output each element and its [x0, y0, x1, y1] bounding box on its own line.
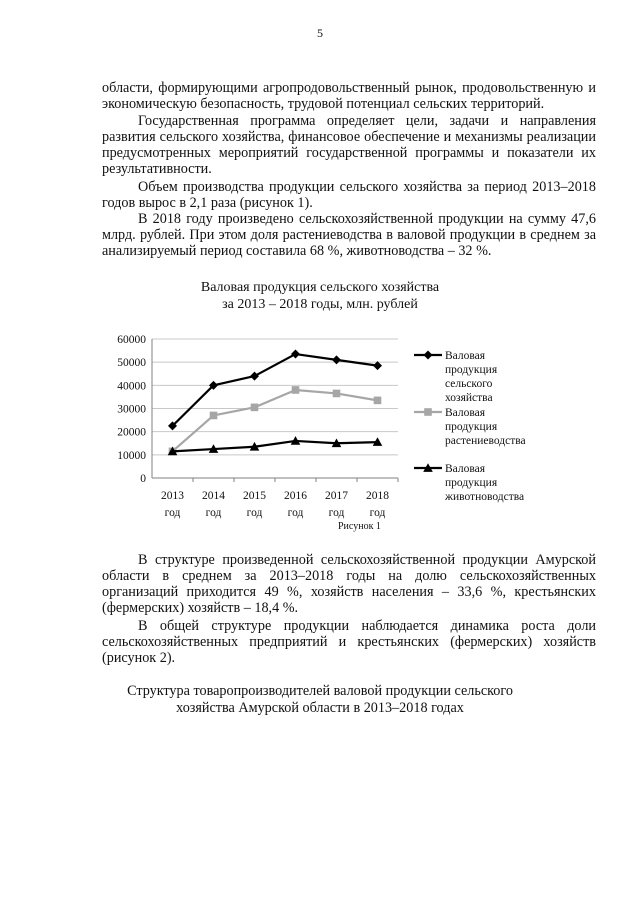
data-point — [292, 386, 300, 394]
section-title — [0, 683, 640, 717]
x-tick-label-year: 2016 — [284, 490, 307, 502]
legend-label: Валовая — [445, 350, 486, 362]
legend-label: продукция — [445, 364, 498, 376]
section-title-line2: хозяйства Амурской области в 2013–2018 годах — [176, 700, 464, 716]
data-point — [332, 355, 341, 364]
page-number: 5 — [317, 26, 323, 40]
data-point — [333, 390, 341, 398]
data-point — [210, 412, 218, 420]
legend-label: Валовая — [445, 407, 486, 419]
x-tick-label-suffix: год — [369, 507, 386, 519]
x-tick-label-year: 2013 — [161, 490, 184, 502]
x-tick-label-year: 2015 — [243, 490, 266, 502]
chart-title-line1: Валовая продукция сельского хозяйства — [200, 280, 440, 295]
x-tick-label-suffix: год — [205, 507, 222, 519]
legend-label: растениеводства — [445, 435, 526, 447]
data-point — [374, 397, 382, 405]
paragraph-intro-continuation: области, формирующими агропродовольственный рынок, продовольственную и экономическую безопасность, трудовой потенциал сельских территорий. — [102, 80, 596, 112]
x-tick-label-year: 2017 — [325, 490, 348, 502]
series-line-3 — [173, 441, 378, 451]
legend-marker-1 — [424, 351, 433, 360]
x-tick-label-suffix: год — [328, 507, 345, 519]
x-tick-label-suffix: год — [246, 507, 263, 519]
legend-label: Валовая — [445, 463, 486, 475]
paragraph-state-program: Государственная программа определяет цели, задачи и направления развития сельского хозяйства, финансовое обеспечение и механизмы реализации предусмотренных мероприятий государственной программы и показатели их результативности. — [102, 113, 596, 177]
paragraph-2018-production: В 2018 году произведено сельскохозяйственной продукции на сумму 47,6 млрд. рублей. При этом доля растениеводства в валовой продукции в среднем за анализируемый период составила 68 %, животноводства – 32 %. — [102, 211, 596, 259]
legend-label: продукция — [445, 477, 498, 489]
legend-label: хозяйства — [445, 392, 493, 404]
data-point — [250, 372, 259, 381]
x-tick-label-suffix: год — [287, 507, 304, 519]
figure-caption: Рисунок 1 — [338, 521, 381, 532]
series-line-1 — [173, 354, 378, 426]
paragraph-producer-structure: В структуре произведенной сельскохозяйственной продукции Амурской области в среднем за 2013–2018 годы на долю сельскохозяйственных организаций приходится 49 %, хозяйств населения – 33,6 %, крестьянских (фермерских) хозяйств – 18,4 %. — [102, 552, 596, 616]
x-tick-label-year: 2014 — [202, 490, 225, 502]
x-tick-label-suffix: год — [164, 507, 181, 519]
data-point — [251, 404, 259, 412]
legend-label: продукция — [445, 421, 498, 433]
y-tick-label: 30000 — [117, 403, 146, 416]
x-tick-label-year: 2018 — [366, 490, 389, 502]
y-tick-label: 0 — [140, 473, 146, 485]
y-tick-label: 50000 — [117, 357, 146, 370]
y-tick-label: 20000 — [117, 426, 146, 439]
data-point — [291, 350, 300, 359]
y-tick-label: 60000 — [117, 334, 146, 346]
paragraph-structure-dynamics: В общей структуре продукции наблюдается динамика роста доли сельскохозяйственных предприятий и крестьянских (фермерских) хозяйств (рисунок 2). — [102, 618, 596, 666]
y-tick-label: 40000 — [117, 380, 146, 393]
section-title-line1: Структура товаропроизводителей валовой продукции сельского — [127, 683, 513, 699]
legend-label: сельского — [445, 378, 493, 390]
chart-title-line2: за 2013 – 2018 годы, млн. рублей — [222, 297, 418, 312]
legend-label: животноводства — [445, 491, 525, 503]
paragraph-production-volume: Объем производства продукции сельского хозяйства за период 2013–2018 годов вырос в 2,1 раза (рисунок 1). — [102, 179, 596, 211]
y-tick-label: 10000 — [117, 449, 146, 462]
legend-marker-2 — [424, 408, 432, 416]
